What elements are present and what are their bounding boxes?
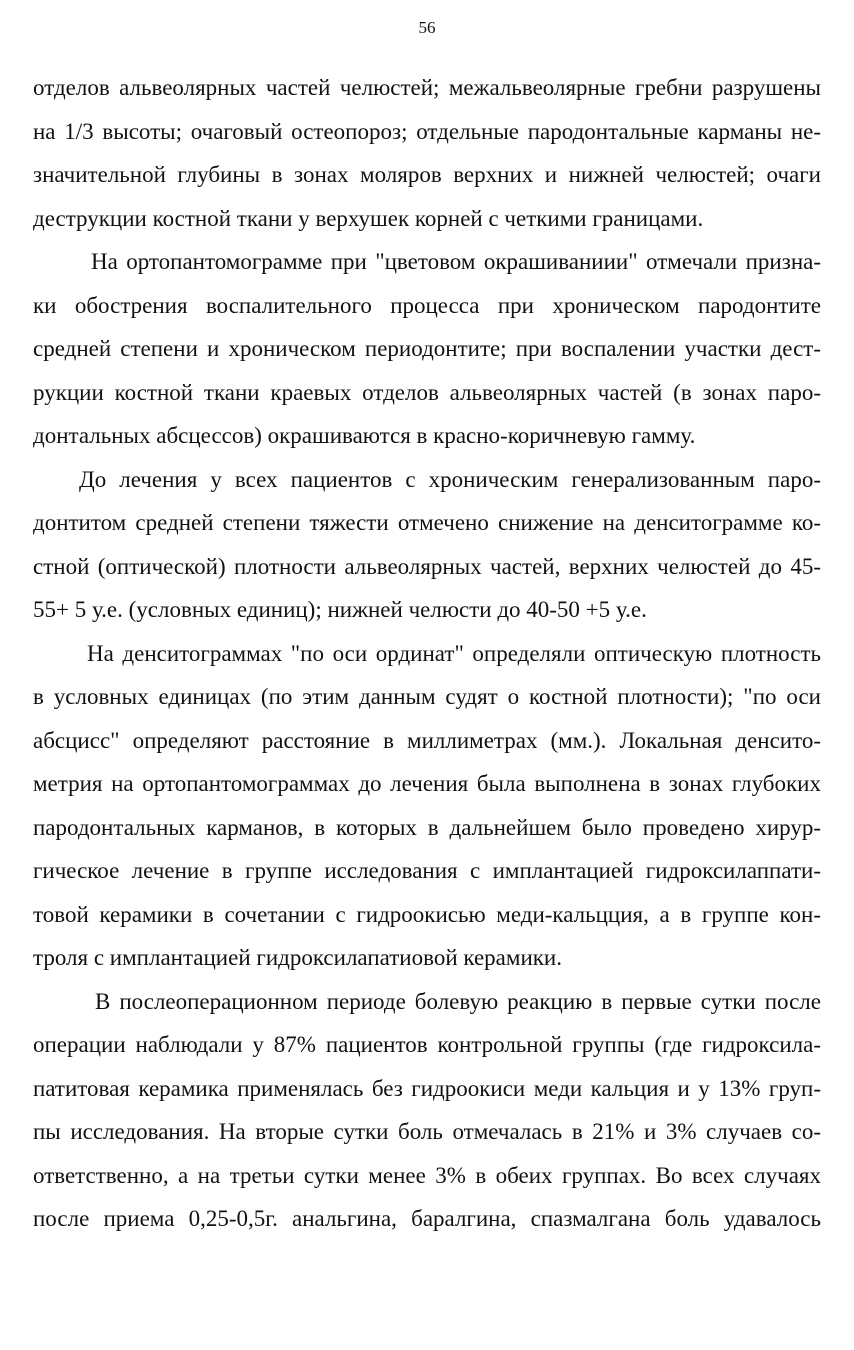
text-line: стной (оптической) плотности альвеолярных частей, верхних челюстей до 45- <box>33 553 821 579</box>
text-line: товой керамики в сочетании с гидроокисью меди-кальцция, а в группе кон- <box>33 901 821 927</box>
text-line: абсцисс" определяют расстояние в миллиметрах (мм.). Локальная денсито- <box>33 727 821 753</box>
text-line: троля с имплантацией гидроксилапатиовой керамики. <box>33 945 562 970</box>
text-line: средней степени и хроническом периодонтите; при воспалении участки дест- <box>33 336 821 361</box>
paragraph <box>33 458 821 632</box>
text-line: ответственно, а на третьи сутки менее 3% в обеих группах. Во всех случаях <box>33 1162 821 1188</box>
text-line: значительной глубины в зонах моляров верхних и нижней челюстей; очаги <box>33 162 821 187</box>
text-line: операции наблюдали у 87% пациентов контрольной группы (где гидроксила- <box>33 1032 821 1057</box>
text-line: рукции костной ткани краевых отделов альвеолярных частей (в зонах паро- <box>33 379 821 405</box>
paragraph <box>33 980 821 1241</box>
text-line: патитовая керамика применялась без гидроокиси меди кальция и у 13% груп- <box>33 1075 821 1101</box>
text-line: гическое лечение в группе исследования с имплантацией гидроксилаппати- <box>33 858 821 883</box>
text-line: донтальных абсцессов) окрашиваются в красно-коричневую гамму. <box>33 423 696 448</box>
text-line: пы исследования. На вторые сутки боль отмечалась в 21% и 3% случаев со- <box>33 1119 821 1144</box>
text-line: 55+ 5 у.е. (условных единиц); нижней челюсти до 40-50 +5 у.е. <box>33 597 647 622</box>
text-line: донтитом средней степени тяжести отмечено снижение на денситограмме ко- <box>33 510 821 535</box>
text-line: На ортопантомограмме при "цветовом окрашиваниии" отмечали призна- <box>91 249 821 274</box>
text-line: ки обострения воспалительного процесса при хроническом пародонтите <box>33 292 821 318</box>
paragraph <box>33 632 821 980</box>
text-line: метрия на ортопантомограммах до лечения была выполнена в зонах глубоких <box>33 771 821 796</box>
text-line: В послеоперационном периоде болевую реакцию в первые сутки после <box>95 988 821 1014</box>
paragraph <box>33 240 821 458</box>
text-line: отделов альвеолярных частей челюстей; межальвеолярные гребни разрушены <box>33 75 821 100</box>
text-line: в условных единицах (по этим данным судят о костной плотности); "по оси <box>33 684 821 709</box>
text-line: На денситограммах "по оси ординат" определяли оптическую плотность <box>87 640 821 666</box>
text-line: деструкции костной ткани у верхушек корней с четкими границами. <box>33 205 704 231</box>
page-number: 56 <box>418 18 436 37</box>
text-line: после приема 0,25-0,5г. анальгина, баралгина, спазмалгана боль удавалось <box>33 1206 821 1231</box>
text-line: на 1/3 высоты; очаговый остеопороз; отдельные пародонтальные карманы не- <box>33 118 821 144</box>
body-text <box>33 66 821 1241</box>
paragraph <box>33 66 821 240</box>
text-line: пародонтальных карманов, в которых в дальнейшем было проведено хирур- <box>33 814 821 840</box>
text-line: До лечения у всех пациентов с хроническим генерализованным паро- <box>79 466 821 492</box>
